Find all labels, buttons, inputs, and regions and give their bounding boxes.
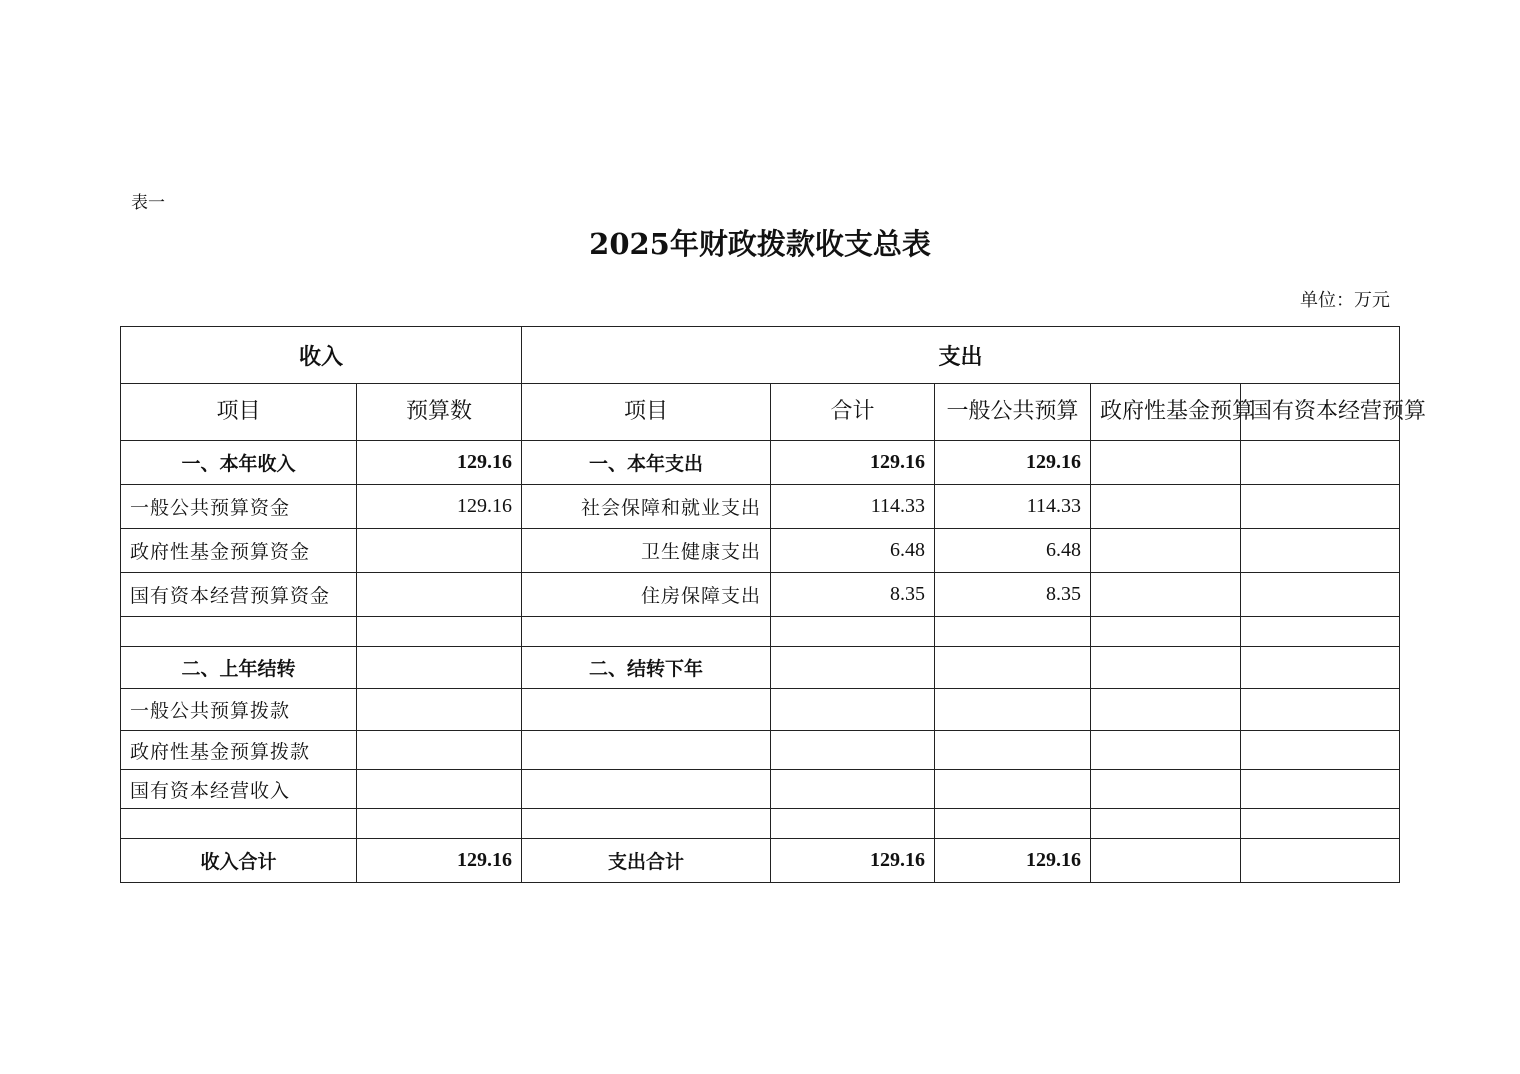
state-capital-cell (1241, 731, 1400, 770)
income-budget-cell (357, 689, 522, 731)
income-item-cell: 二、上年结转 (121, 647, 357, 689)
total-cell (771, 770, 935, 809)
general-public-cell (935, 689, 1091, 731)
income-group-header: 收入 (121, 327, 522, 384)
total-cell: 6.48 (771, 529, 935, 573)
expense-item-cell: 卫生健康支出 (522, 529, 771, 573)
income-item-cell: 国有资本经营收入 (121, 770, 357, 809)
table-row (121, 647, 1400, 689)
general-public-cell: 114.33 (935, 485, 1091, 529)
general-public-cell (935, 809, 1091, 839)
expense-item-cell (522, 689, 771, 731)
table-label: 表一 (131, 193, 165, 213)
general-public-cell: 8.35 (935, 573, 1091, 617)
state-capital-cell (1241, 573, 1400, 617)
unit-label: 单位：万元 (1300, 290, 1390, 311)
table-row (121, 770, 1400, 809)
table-row (121, 485, 1400, 529)
income-item-cell: 政府性基金预算资金 (121, 529, 357, 573)
income-budget-cell (357, 809, 522, 839)
income-budget-cell (357, 617, 522, 647)
expense-item-cell (522, 731, 771, 770)
expense-item-header: 项目 (522, 384, 771, 441)
total-cell (771, 731, 935, 770)
general-public-cell: 6.48 (935, 529, 1091, 573)
gov-fund-cell (1091, 809, 1241, 839)
gov-fund-cell (1091, 839, 1241, 883)
income-total-label: 收入合计 (121, 839, 357, 883)
income-item-cell: 政府性基金预算拨款 (121, 731, 357, 770)
state-capital-cell (1241, 485, 1400, 529)
income-item-cell (121, 617, 357, 647)
gov-fund-cell (1091, 529, 1241, 573)
total-cell: 8.35 (771, 573, 935, 617)
gov-fund-cell (1091, 770, 1241, 809)
gov-fund-cell (1091, 573, 1241, 617)
expense-item-cell: 二、结转下年 (522, 647, 771, 689)
income-budget-cell: 129.16 (357, 485, 522, 529)
table-row-total (121, 839, 1400, 883)
total-header: 合计 (771, 384, 935, 441)
gov-fund-header: 政府性基金预算 (1091, 384, 1241, 441)
gov-fund-cell (1091, 617, 1241, 647)
general-public-cell: 129.16 (935, 839, 1091, 883)
income-budget-cell (357, 529, 522, 573)
gov-fund-cell (1091, 485, 1241, 529)
general-public-cell (935, 770, 1091, 809)
gov-fund-cell (1091, 689, 1241, 731)
total-cell: 129.16 (771, 839, 935, 883)
income-budget-cell (357, 770, 522, 809)
income-budget-cell (357, 573, 522, 617)
state-capital-cell (1241, 647, 1400, 689)
state-capital-cell (1241, 839, 1400, 883)
general-public-header: 一般公共预算 (935, 384, 1091, 441)
expense-group-header: 支出 (522, 327, 1400, 384)
table-body (121, 441, 1400, 883)
expense-item-cell (522, 809, 771, 839)
income-budget-cell: 129.16 (357, 441, 522, 485)
state-capital-cell (1241, 809, 1400, 839)
table-row (121, 441, 1400, 485)
general-public-cell (935, 731, 1091, 770)
income-item-header: 项目 (121, 384, 357, 441)
state-capital-cell (1241, 770, 1400, 809)
table-row (121, 731, 1400, 770)
gov-fund-cell (1091, 731, 1241, 770)
income-item-cell: 一般公共预算资金 (121, 485, 357, 529)
state-capital-cell (1241, 441, 1400, 485)
total-cell: 114.33 (771, 485, 935, 529)
income-budget-cell (357, 647, 522, 689)
expense-item-cell: 社会保障和就业支出 (522, 485, 771, 529)
general-public-cell (935, 647, 1091, 689)
state-capital-cell (1241, 689, 1400, 731)
general-public-cell: 129.16 (935, 441, 1091, 485)
income-budget-cell (357, 731, 522, 770)
income-item-cell (121, 809, 357, 839)
total-cell (771, 617, 935, 647)
budget-table (120, 326, 1427, 883)
state-capital-cell (1241, 617, 1400, 647)
table-row (121, 689, 1400, 731)
income-total-value: 129.16 (357, 839, 522, 883)
gov-fund-cell (1091, 441, 1241, 485)
expense-total-label: 支出合计 (522, 839, 771, 883)
total-cell (771, 809, 935, 839)
state-capital-cell (1241, 529, 1400, 573)
income-budget-header: 预算数 (357, 384, 522, 441)
gov-fund-cell (1091, 647, 1241, 689)
income-item-cell: 国有资本经营预算资金 (121, 573, 357, 617)
total-cell (771, 689, 935, 731)
expense-item-cell (522, 617, 771, 647)
page-title: 2025年财政拨款收支总表 (589, 227, 931, 261)
table-row (121, 809, 1400, 839)
table-row (121, 529, 1400, 573)
state-capital-header: 国有资本经营预算 (1241, 384, 1400, 441)
expense-item-cell (522, 770, 771, 809)
total-cell (771, 647, 935, 689)
table-row (121, 617, 1400, 647)
expense-item-cell: 一、本年支出 (522, 441, 771, 485)
general-public-cell (935, 617, 1091, 647)
total-cell: 129.16 (771, 441, 935, 485)
table-row (121, 573, 1400, 617)
expense-item-cell: 住房保障支出 (522, 573, 771, 617)
income-item-cell: 一般公共预算拨款 (121, 689, 357, 731)
income-item-cell: 一、本年收入 (121, 441, 357, 485)
